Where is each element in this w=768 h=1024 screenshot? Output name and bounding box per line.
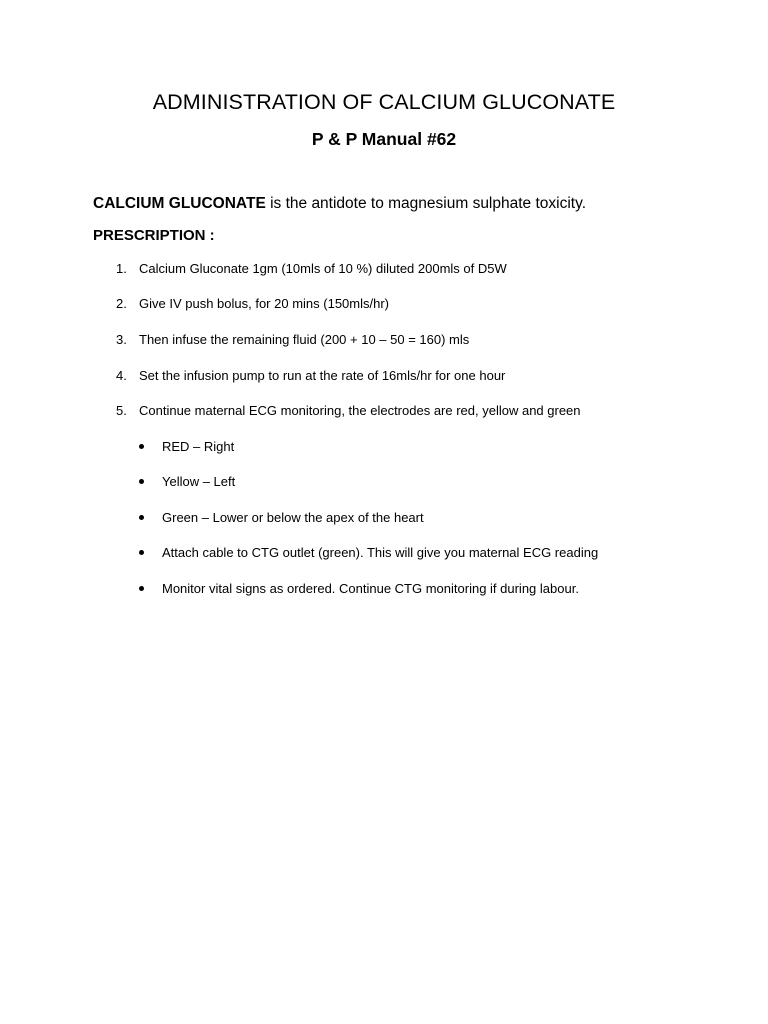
numbered-item-4 xyxy=(116,367,736,385)
list-item-text: Set the infusion pump to run at the rate of 16mls/hr for one hour xyxy=(139,368,506,383)
numbered-item-1 xyxy=(116,260,736,278)
intro-drug-name: CALCIUM GLUCONATE xyxy=(93,195,266,212)
bullet-dot-icon xyxy=(139,515,144,520)
list-number: 4. xyxy=(116,368,127,383)
list-number: 1. xyxy=(116,261,127,276)
list-number: 2. xyxy=(116,296,127,311)
bullet-item-2 xyxy=(139,473,739,491)
list-item-text: Then infuse the remaining fluid (200 + 10 – 50 = 160) mls xyxy=(139,332,470,347)
bullet-dot-icon xyxy=(139,586,144,591)
bullet-item-text: Yellow – Left xyxy=(162,474,236,489)
list-number: 5. xyxy=(116,403,127,418)
bullet-dot-icon xyxy=(139,444,144,449)
bullet-dot-icon xyxy=(139,479,144,484)
bullet-item-5 xyxy=(139,580,739,598)
bullet-item-text: Attach cable to CTG outlet (green). This will give you maternal ECG reading xyxy=(162,545,599,560)
intro-text: is the antidote to magnesium sulphate toxicity. xyxy=(265,195,586,212)
list-number: 3. xyxy=(116,332,127,347)
list-item-text: Calcium Gluconate 1gm (10mls of 10 %) diluted 200mls of D5W xyxy=(139,261,507,276)
bullet-item-1 xyxy=(139,438,739,456)
list-item-text: Continue maternal ECG monitoring, the electrodes are red, yellow and green xyxy=(139,403,581,418)
document-subtitle: P & P Manual #62 xyxy=(311,129,457,149)
numbered-item-2 xyxy=(116,295,736,313)
bullet-dot-icon xyxy=(139,550,144,555)
intro-paragraph xyxy=(93,193,586,215)
bullet-item-3 xyxy=(139,509,739,527)
numbered-item-5 xyxy=(116,402,736,420)
numbered-item-3 xyxy=(116,331,736,349)
bullet-item-text: Monitor vital signs as ordered. Continue CTG monitoring if during labour. xyxy=(162,581,579,596)
bullet-item-4 xyxy=(139,544,739,562)
bullet-item-text: Green – Lower or below the apex of the heart xyxy=(162,510,424,525)
prescription-heading: PRESCRIPTION : xyxy=(93,227,215,244)
list-item-text: Give IV push bolus, for 20 mins (150mls/hr) xyxy=(139,296,389,311)
bullet-item-text: RED – Right xyxy=(162,439,235,454)
document-title: ADMINISTRATION OF CALCIUM GLUCONATE xyxy=(152,90,616,114)
